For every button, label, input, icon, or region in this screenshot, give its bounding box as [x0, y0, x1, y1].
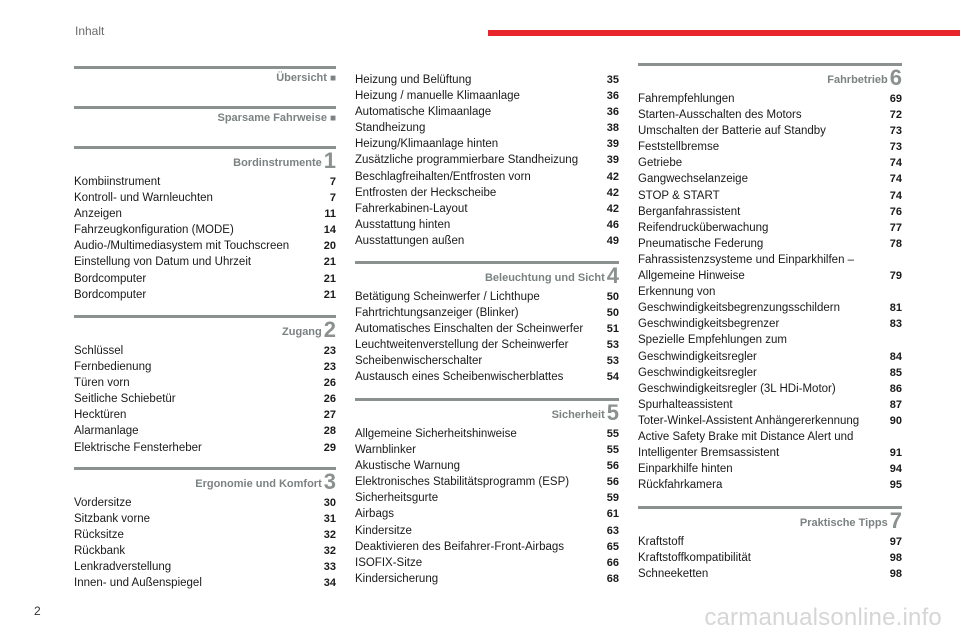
toc-list	[638, 91, 902, 493]
toc-entry-page: 50	[606, 307, 619, 320]
section-number: 6	[889, 65, 902, 90]
toc-entry-page: 39	[606, 138, 619, 151]
toc-list	[74, 495, 336, 592]
toc-entry-label: Spurhalteassistent	[638, 398, 733, 411]
toc-entry-page: 86	[889, 382, 902, 395]
toc-entry-page: 53	[606, 339, 619, 352]
square-marker-icon: ■	[329, 113, 336, 124]
toc-entry[interactable]	[638, 365, 902, 381]
toc-entry-label: Türen vorn	[74, 377, 130, 390]
toc-entry-label: Standheizung	[355, 122, 426, 135]
toc-entry-label: Kindersitze	[355, 524, 412, 537]
toc-entry-label: Geschwindigkeitsbegrenzer	[638, 318, 780, 331]
toc-entry-page: 50	[606, 291, 619, 303]
toc-entry-label: Lenkradverstellung	[74, 561, 172, 574]
section-overview[interactable]	[74, 66, 336, 86]
toc-entry[interactable]	[74, 287, 336, 303]
toc-entry[interactable]	[638, 381, 902, 397]
toc-entry-label: Seitliche Schiebetür	[74, 393, 176, 406]
toc-entry-page: 7	[329, 176, 336, 188]
toc-entry-label: Bordcomputer	[74, 272, 147, 285]
toc-entry-label: Bordcomputer	[74, 288, 147, 301]
section-heading	[74, 106, 336, 126]
toc-entry[interactable]	[355, 426, 619, 442]
section-safety	[355, 398, 619, 587]
section-number: 4	[606, 263, 619, 288]
toc-entry-page: 97	[889, 536, 902, 548]
toc-entry-page: 31	[323, 513, 336, 526]
toc-entry-label: Leuchtweitenverstellung der Scheinwerfer	[355, 339, 569, 352]
page-header-title: Inhalt	[75, 24, 105, 38]
toc-entry-label: Kontroll- und Warnleuchten	[74, 192, 213, 205]
toc-entry-page: 51	[606, 323, 619, 336]
toc-entry[interactable]	[355, 353, 619, 369]
header-accent-bar	[488, 30, 960, 36]
toc-entry[interactable]	[638, 477, 902, 493]
toc-entry[interactable]	[355, 152, 619, 168]
toc-entry-page: 83	[889, 318, 902, 331]
toc-entry[interactable]	[74, 495, 336, 511]
section-driving	[638, 63, 902, 493]
toc-entry-label: Deaktivieren des Beifahrer-Front-Airbags	[355, 540, 565, 553]
toc-entry[interactable]	[355, 458, 619, 474]
toc-entry-page: 32	[323, 545, 336, 558]
toc-entry-label: Pneumatische Federung	[638, 237, 764, 250]
toc-entry-page: 74	[889, 189, 902, 202]
toc-entry-page: 98	[889, 552, 902, 565]
section-heading	[74, 467, 336, 495]
section-title: Praktische Tipps	[799, 517, 888, 529]
toc-entry[interactable]	[638, 220, 902, 236]
toc-entry-label: Gangwechselanzeige	[638, 173, 748, 186]
toc-list	[355, 289, 619, 386]
toc-entry-label: Ausstattungen außen	[355, 234, 465, 247]
toc-entry[interactable]	[355, 555, 619, 571]
toc-entry[interactable]	[638, 534, 902, 550]
toc-entry[interactable]	[638, 236, 902, 252]
toc-entry-label: Starten-Ausschalten des Motors	[638, 109, 802, 122]
toc-entry-page: 69	[889, 93, 902, 105]
toc-entry[interactable]	[355, 104, 619, 120]
toc-list	[74, 343, 336, 456]
toc-entry[interactable]	[74, 375, 336, 391]
toc-entry[interactable]	[638, 397, 902, 413]
section-number: 2	[323, 317, 336, 342]
toc-entry-label: Toter-Winkel-Assistent Anhängererkennung	[638, 414, 860, 427]
toc-entry-label: Fahrtrichtungsanzeiger (Blinker)	[355, 307, 519, 320]
section-title: Sicherheit	[551, 409, 605, 421]
toc-entry-page: 56	[606, 476, 619, 489]
toc-entry-page: 53	[606, 355, 619, 368]
toc-entry[interactable]	[74, 271, 336, 287]
toc-entry-page: 28	[323, 425, 336, 438]
toc-entry-page: 35	[606, 74, 619, 86]
toc-entry-page: 36	[606, 90, 619, 103]
toc-entry-label: Ausstattung hinten	[355, 218, 451, 231]
toc-entry-page: 26	[323, 377, 336, 390]
toc-entry-page: 29	[323, 441, 336, 454]
toc-entry-page: 77	[889, 221, 902, 234]
section-number: 3	[323, 469, 336, 494]
toc-entry-page: 55	[606, 428, 619, 440]
section-title: Bordinstrumente	[233, 157, 322, 169]
section-title: Ergonomie und Komfort	[195, 478, 322, 490]
toc-entry-label: Akustische Warnung	[355, 460, 461, 473]
section-heading	[638, 63, 902, 91]
toc-entry[interactable]	[355, 337, 619, 353]
toc-entry-page: 76	[889, 205, 902, 218]
toc-entry-page: 56	[606, 460, 619, 473]
toc-entry-page: 78	[889, 237, 902, 250]
toc-entry-page: 46	[606, 218, 619, 231]
toc-entry-label: Hecktüren	[74, 409, 127, 422]
toc-entry-label: Kraftstoff	[638, 536, 684, 548]
toc-entry[interactable]	[638, 188, 902, 204]
toc-entry[interactable]	[638, 550, 902, 566]
toc-entry-page: 49	[606, 234, 619, 247]
toc-entry-label: Entfrosten der Heckscheibe	[355, 186, 497, 199]
toc-entry-page: 81	[889, 302, 902, 315]
toc-entry[interactable]	[638, 171, 902, 187]
toc-entry-page: 23	[323, 345, 336, 357]
toc-entry-page: 26	[323, 393, 336, 406]
toc-entry[interactable]	[638, 429, 902, 461]
toc-entry-label: Umschalten der Batterie auf Standby	[638, 125, 826, 138]
toc-entry-label: Heizung und Belüftung	[355, 74, 472, 86]
toc-entry-label: Spezielle Empfehlungen zum Geschwindigkeitsregler	[638, 334, 787, 363]
toc-entry-label: Austausch eines Scheibenwischerblattes	[355, 371, 564, 384]
toc-list	[74, 174, 336, 303]
section-instruments	[74, 146, 336, 303]
section-title: Zugang	[282, 326, 322, 338]
toc-entry[interactable]	[355, 120, 619, 136]
toc-entry[interactable]	[355, 72, 619, 88]
toc-entry[interactable]	[638, 155, 902, 171]
toc-entry[interactable]	[638, 316, 902, 332]
toc-entry-page: 63	[606, 524, 619, 537]
toc-entry[interactable]	[74, 190, 336, 206]
section-title: Fahrbetrieb	[827, 74, 888, 86]
toc-entry-label: Vordersitze	[74, 497, 132, 509]
toc-entry[interactable]	[74, 343, 336, 359]
toc-entry-page: 94	[889, 463, 902, 476]
toc-entry-page: 42	[606, 186, 619, 199]
section-heading	[638, 506, 902, 534]
toc-entry-label: Rücksitze	[74, 529, 124, 542]
toc-entry[interactable]	[355, 233, 619, 249]
toc-entry-label: Betätigung Scheinwerfer / Lichthupe	[355, 291, 540, 303]
toc-entry[interactable]	[638, 252, 902, 284]
toc-entry-label: Automatisches Einschalten der Scheinwerfer	[355, 323, 584, 336]
toc-entry-page: 38	[606, 122, 619, 135]
toc-entry[interactable]	[74, 575, 336, 591]
toc-entry-page: 66	[606, 556, 619, 569]
section-heading	[74, 315, 336, 343]
toc-entry-page: 36	[606, 106, 619, 119]
toc-entry-page: 95	[889, 479, 902, 492]
toc-entry[interactable]	[355, 539, 619, 555]
watermark-text: carmanualsonline.info	[704, 604, 942, 631]
toc-entry[interactable]	[355, 523, 619, 539]
section-heading	[355, 398, 619, 426]
toc-entry-label: Berganfahrassistent	[638, 205, 741, 218]
toc-entry-label: Einparkhilfe hinten	[638, 463, 733, 476]
toc-entry-label: Geschwindigkeitsregler (3L HDi-Motor)	[638, 382, 836, 395]
toc-entry-page: 21	[323, 288, 336, 301]
toc-entry-page: 14	[323, 224, 336, 237]
toc-entry[interactable]	[74, 359, 336, 375]
toc-entry-label: Fahrerkabinen-Layout	[355, 202, 468, 215]
toc-entry[interactable]	[355, 474, 619, 490]
section-ergonomics-cont	[355, 72, 619, 249]
toc-entry[interactable]	[74, 559, 336, 575]
toc-entry-page: 7	[329, 192, 336, 205]
section-title: Beleuchtung und Sicht	[484, 272, 605, 284]
toc-entry[interactable]	[638, 139, 902, 155]
toc-entry-label: Kombiinstrument	[74, 176, 161, 188]
toc-entry-label: Innen- und Außenspiegel	[74, 577, 202, 590]
toc-entry[interactable]	[355, 289, 619, 305]
toc-entry-label: Rückfahrkamera	[638, 479, 723, 492]
toc-entry-label: Audio-/Multimediasystem mit Touchscreen	[74, 240, 290, 253]
toc-entry[interactable]	[74, 511, 336, 527]
toc-entry-label: STOP & START	[638, 189, 720, 202]
toc-entry[interactable]	[74, 391, 336, 407]
toc-list	[355, 426, 619, 587]
toc-entry-page: 21	[323, 272, 336, 285]
toc-entry-page: 42	[606, 170, 619, 183]
toc-entry[interactable]	[74, 174, 336, 190]
toc-entry[interactable]	[638, 284, 902, 316]
toc-entry-page: 90	[889, 414, 902, 427]
toc-entry-label: Allgemeine Sicherheitshinweise	[355, 428, 517, 440]
toc-entry-label: Feststellbremse	[638, 141, 720, 154]
section-title: Sparsame Fahrweise	[217, 112, 327, 124]
toc-entry[interactable]	[355, 136, 619, 152]
toc-entry[interactable]	[355, 490, 619, 506]
section-title: Übersicht	[276, 72, 327, 84]
toc-entry-label: Zusätzliche programmierbare Standheizung	[355, 154, 579, 167]
toc-entry[interactable]	[355, 506, 619, 522]
toc-entry[interactable]	[355, 305, 619, 321]
toc-entry-page: 20	[323, 240, 336, 253]
toc-entry-label: Geschwindigkeitsregler	[638, 366, 757, 379]
section-practical-tips	[638, 506, 902, 582]
section-economy-driving[interactable]	[74, 106, 336, 126]
page-number: 2	[34, 604, 41, 618]
toc-entry-label: Airbags	[355, 508, 394, 521]
toc-entry-label: Schlüssel	[74, 345, 124, 357]
section-number: 5	[606, 400, 619, 425]
toc-entry[interactable]	[638, 107, 902, 123]
toc-entry[interactable]	[74, 254, 336, 270]
toc-entry-page: 33	[323, 561, 336, 574]
toc-entry[interactable]	[355, 321, 619, 337]
toc-entry-page: 73	[889, 125, 902, 138]
toc-entry-page: 42	[606, 202, 619, 215]
toc-entry[interactable]	[638, 123, 902, 139]
section-access	[74, 315, 336, 456]
toc-entry-label: Beschlagfreihalten/Entfrosten vorn	[355, 170, 531, 183]
toc-entry[interactable]	[74, 206, 336, 222]
section-lighting	[355, 261, 619, 386]
toc-entry-page: 21	[323, 256, 336, 269]
square-marker-icon: ■	[329, 73, 336, 84]
toc-entry[interactable]	[74, 527, 336, 543]
toc-entry[interactable]	[355, 88, 619, 104]
toc-entry[interactable]	[638, 413, 902, 429]
toc-entry-label: Warnblinker	[355, 444, 416, 457]
toc-entry-label: Fahrempfehlungen	[638, 93, 735, 105]
toc-entry-label: Erkennung von Geschwindigkeitsbegrenzungsschildern	[638, 286, 841, 315]
toc-entry[interactable]	[74, 407, 336, 423]
toc-entry-page: 27	[323, 409, 336, 422]
toc-entry[interactable]	[355, 201, 619, 217]
toc-entry-label: Elektronisches Stabilitätsprogramm (ESP)	[355, 476, 570, 489]
toc-entry-page: 79	[889, 270, 902, 283]
toc-entry-page: 54	[606, 371, 619, 384]
toc-entry[interactable]	[74, 423, 336, 439]
toc-entry[interactable]	[355, 217, 619, 233]
toc-entry-label: Fahrzeugkonfiguration (MODE)	[74, 224, 234, 237]
toc-entry-label: Rückbank	[74, 545, 126, 558]
toc-entry[interactable]	[74, 222, 336, 238]
toc-entry[interactable]	[74, 543, 336, 559]
toc-entry-page: 30	[323, 497, 336, 509]
toc-entry-label: Schneeketten	[638, 568, 709, 581]
toc-entry-page: 87	[889, 398, 902, 411]
toc-entry-label: ISOFIX-Sitze	[355, 556, 423, 569]
toc-entry-page: 11	[324, 208, 336, 221]
toc-entry[interactable]	[355, 169, 619, 185]
toc-entry[interactable]	[638, 566, 902, 582]
toc-entry-label: Heizung/Klimaanlage hinten	[355, 138, 499, 151]
toc-entry[interactable]	[355, 442, 619, 458]
toc-entry-label: Scheibenwischerschalter	[355, 355, 483, 368]
toc-entry-page: 39	[606, 154, 619, 167]
section-heading	[355, 261, 619, 289]
toc-entry-page: 68	[606, 572, 619, 585]
toc-list	[355, 72, 619, 249]
toc-entry-label: Fahrassistenzsysteme und Einparkhilfen – Allgemeine Hinweise	[638, 253, 855, 283]
toc-entry-label: Automatische Klimaanlage	[355, 106, 492, 119]
section-heading	[74, 66, 336, 86]
toc-entry-label: Fernbedienung	[74, 361, 152, 374]
section-number: 1	[323, 148, 336, 173]
toc-entry-page: 74	[889, 173, 902, 186]
toc-list	[638, 534, 902, 582]
toc-entry-label: Getriebe	[638, 157, 683, 170]
toc-entry-page: 34	[323, 577, 336, 590]
toc-entry-label: Kraftstoffkompatibilität	[638, 552, 751, 565]
toc-entry-label: Heizung / manuelle Klimaanlage	[355, 90, 520, 103]
toc-entry-label: Sitzbank vorne	[74, 513, 151, 526]
toc-entry[interactable]	[74, 440, 336, 456]
section-number: 7	[889, 508, 902, 533]
toc-entry-page: 72	[889, 109, 902, 122]
toc-entry-page: 61	[606, 508, 619, 521]
toc-entry[interactable]	[355, 369, 619, 385]
toc-entry-label: Einstellung von Datum und Uhrzeit	[74, 256, 252, 269]
toc-entry-page: 73	[889, 141, 902, 154]
toc-entry-page: 85	[889, 366, 902, 379]
toc-entry[interactable]	[355, 185, 619, 201]
toc-entry-label: Elektrische Fensterheber	[74, 441, 202, 454]
toc-entry-page: 59	[606, 492, 619, 505]
toc-entry-label: Active Safety Brake mit Distance Alert und Intelligenter Bremsassistent	[638, 430, 854, 460]
toc-entry-label: Anzeigen	[74, 208, 122, 221]
toc-entry-label: Reifendrucküberwachung	[638, 221, 769, 234]
toc-entry-page: 91	[889, 447, 902, 460]
toc-entry-page: 65	[606, 540, 619, 553]
toc-entry[interactable]	[638, 461, 902, 477]
toc-entry-page: 84	[889, 350, 902, 363]
toc-entry-page: 55	[606, 444, 619, 457]
toc-entry-label: Sicherheitsgurte	[355, 492, 439, 505]
toc-entry-page: 74	[889, 157, 902, 170]
toc-entry-page: 23	[323, 361, 336, 374]
toc-entry[interactable]	[638, 332, 902, 364]
toc-entry[interactable]	[638, 91, 902, 107]
toc-entry-label: Kindersicherung	[355, 572, 439, 585]
section-heading	[74, 146, 336, 174]
toc-entry-label: Alarmanlage	[74, 425, 139, 438]
toc-entry-page: 98	[889, 568, 902, 581]
toc-entry[interactable]	[638, 204, 902, 220]
toc-entry-page: 32	[323, 529, 336, 542]
toc-entry[interactable]	[355, 571, 619, 587]
section-ergonomics	[74, 467, 336, 592]
toc-entry[interactable]	[74, 238, 336, 254]
